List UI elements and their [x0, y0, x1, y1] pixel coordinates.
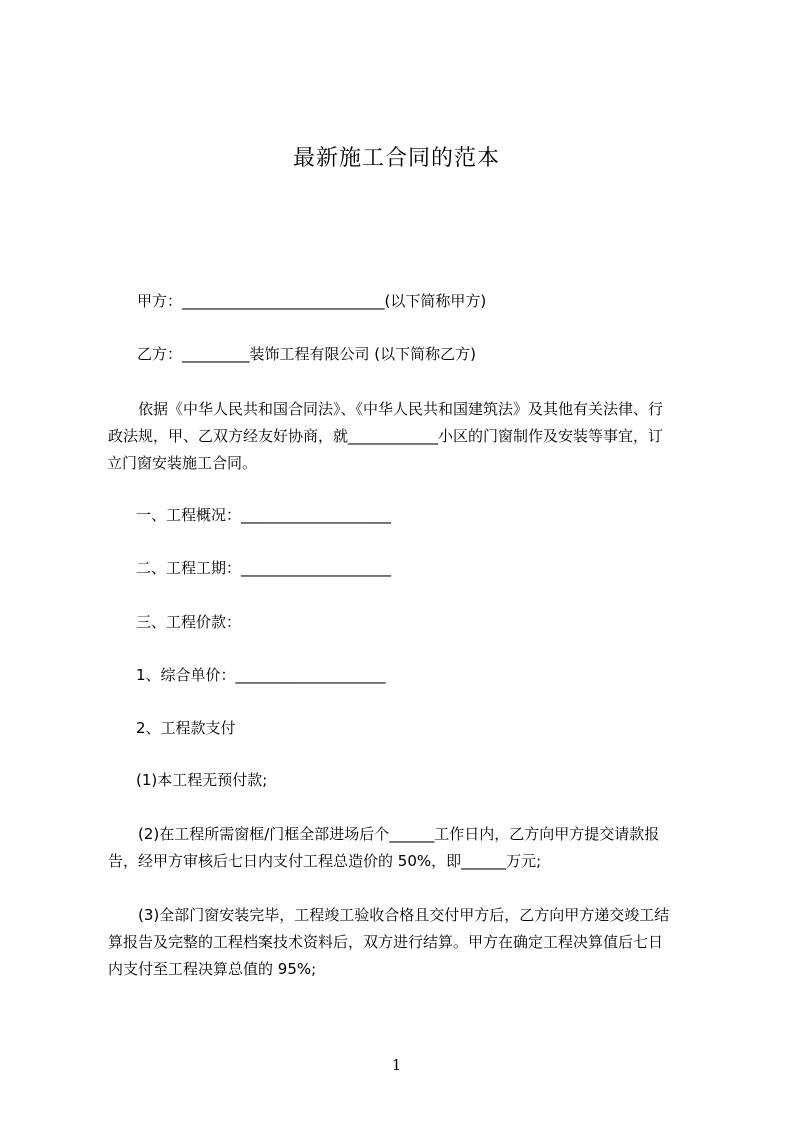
payment-clause-3-line-2: 算报告及完整的工程档案技术资料后，双方进行结算。甲方在确定工程决算值后七日	[108, 933, 664, 951]
section-project-price: 三、工程价款：	[136, 613, 242, 631]
payment-clause-3-line-1: (3)全部门窗安装完毕，工程竣工验收合格且交付甲方后，乙方向甲方递交竣工结	[138, 906, 670, 924]
basis-paragraph-line-1: 依据《中华人民共和国合同法》、《中华人民共和国建筑法》及其他有关法律、行	[138, 400, 664, 418]
item-unit-price: 1、综合单价：____________________	[136, 666, 386, 684]
payment-clause-1: (1)本工程无预付款;	[136, 771, 268, 789]
payment-clause-2-line-1: (2)在工程所需窗框/门框全部进场后个______工作日内，乙方向甲方提交请款报	[138, 825, 660, 843]
item-payment: 2、工程款支付	[136, 719, 236, 737]
party-a-line: 甲方：___________________________(以下简称甲方)	[137, 292, 487, 310]
section-project-duration: 二、工程工期：____________________	[136, 559, 392, 577]
basis-paragraph-line-3: 立门窗安装施工合同。	[107, 454, 258, 472]
payment-clause-2-line-2: 告，经甲方审核后七日内支付工程总造价的 50%，即______万元;	[108, 852, 542, 870]
page-number: 1	[391, 1056, 402, 1074]
payment-clause-3-line-3: 内支付至工程决算总值的 95%;	[108, 960, 317, 978]
basis-paragraph-line-2: 政法规，甲、乙双方经友好协商，就____________小区的门窗制作及安装等事宜，订	[108, 427, 664, 445]
section-project-overview: 一、工程概况：____________________	[136, 506, 392, 524]
party-b-line: 乙方：_________装饰工程有限公司 (以下简称乙方)	[137, 345, 476, 363]
document-title: 最新施工合同的范本	[292, 146, 500, 171]
